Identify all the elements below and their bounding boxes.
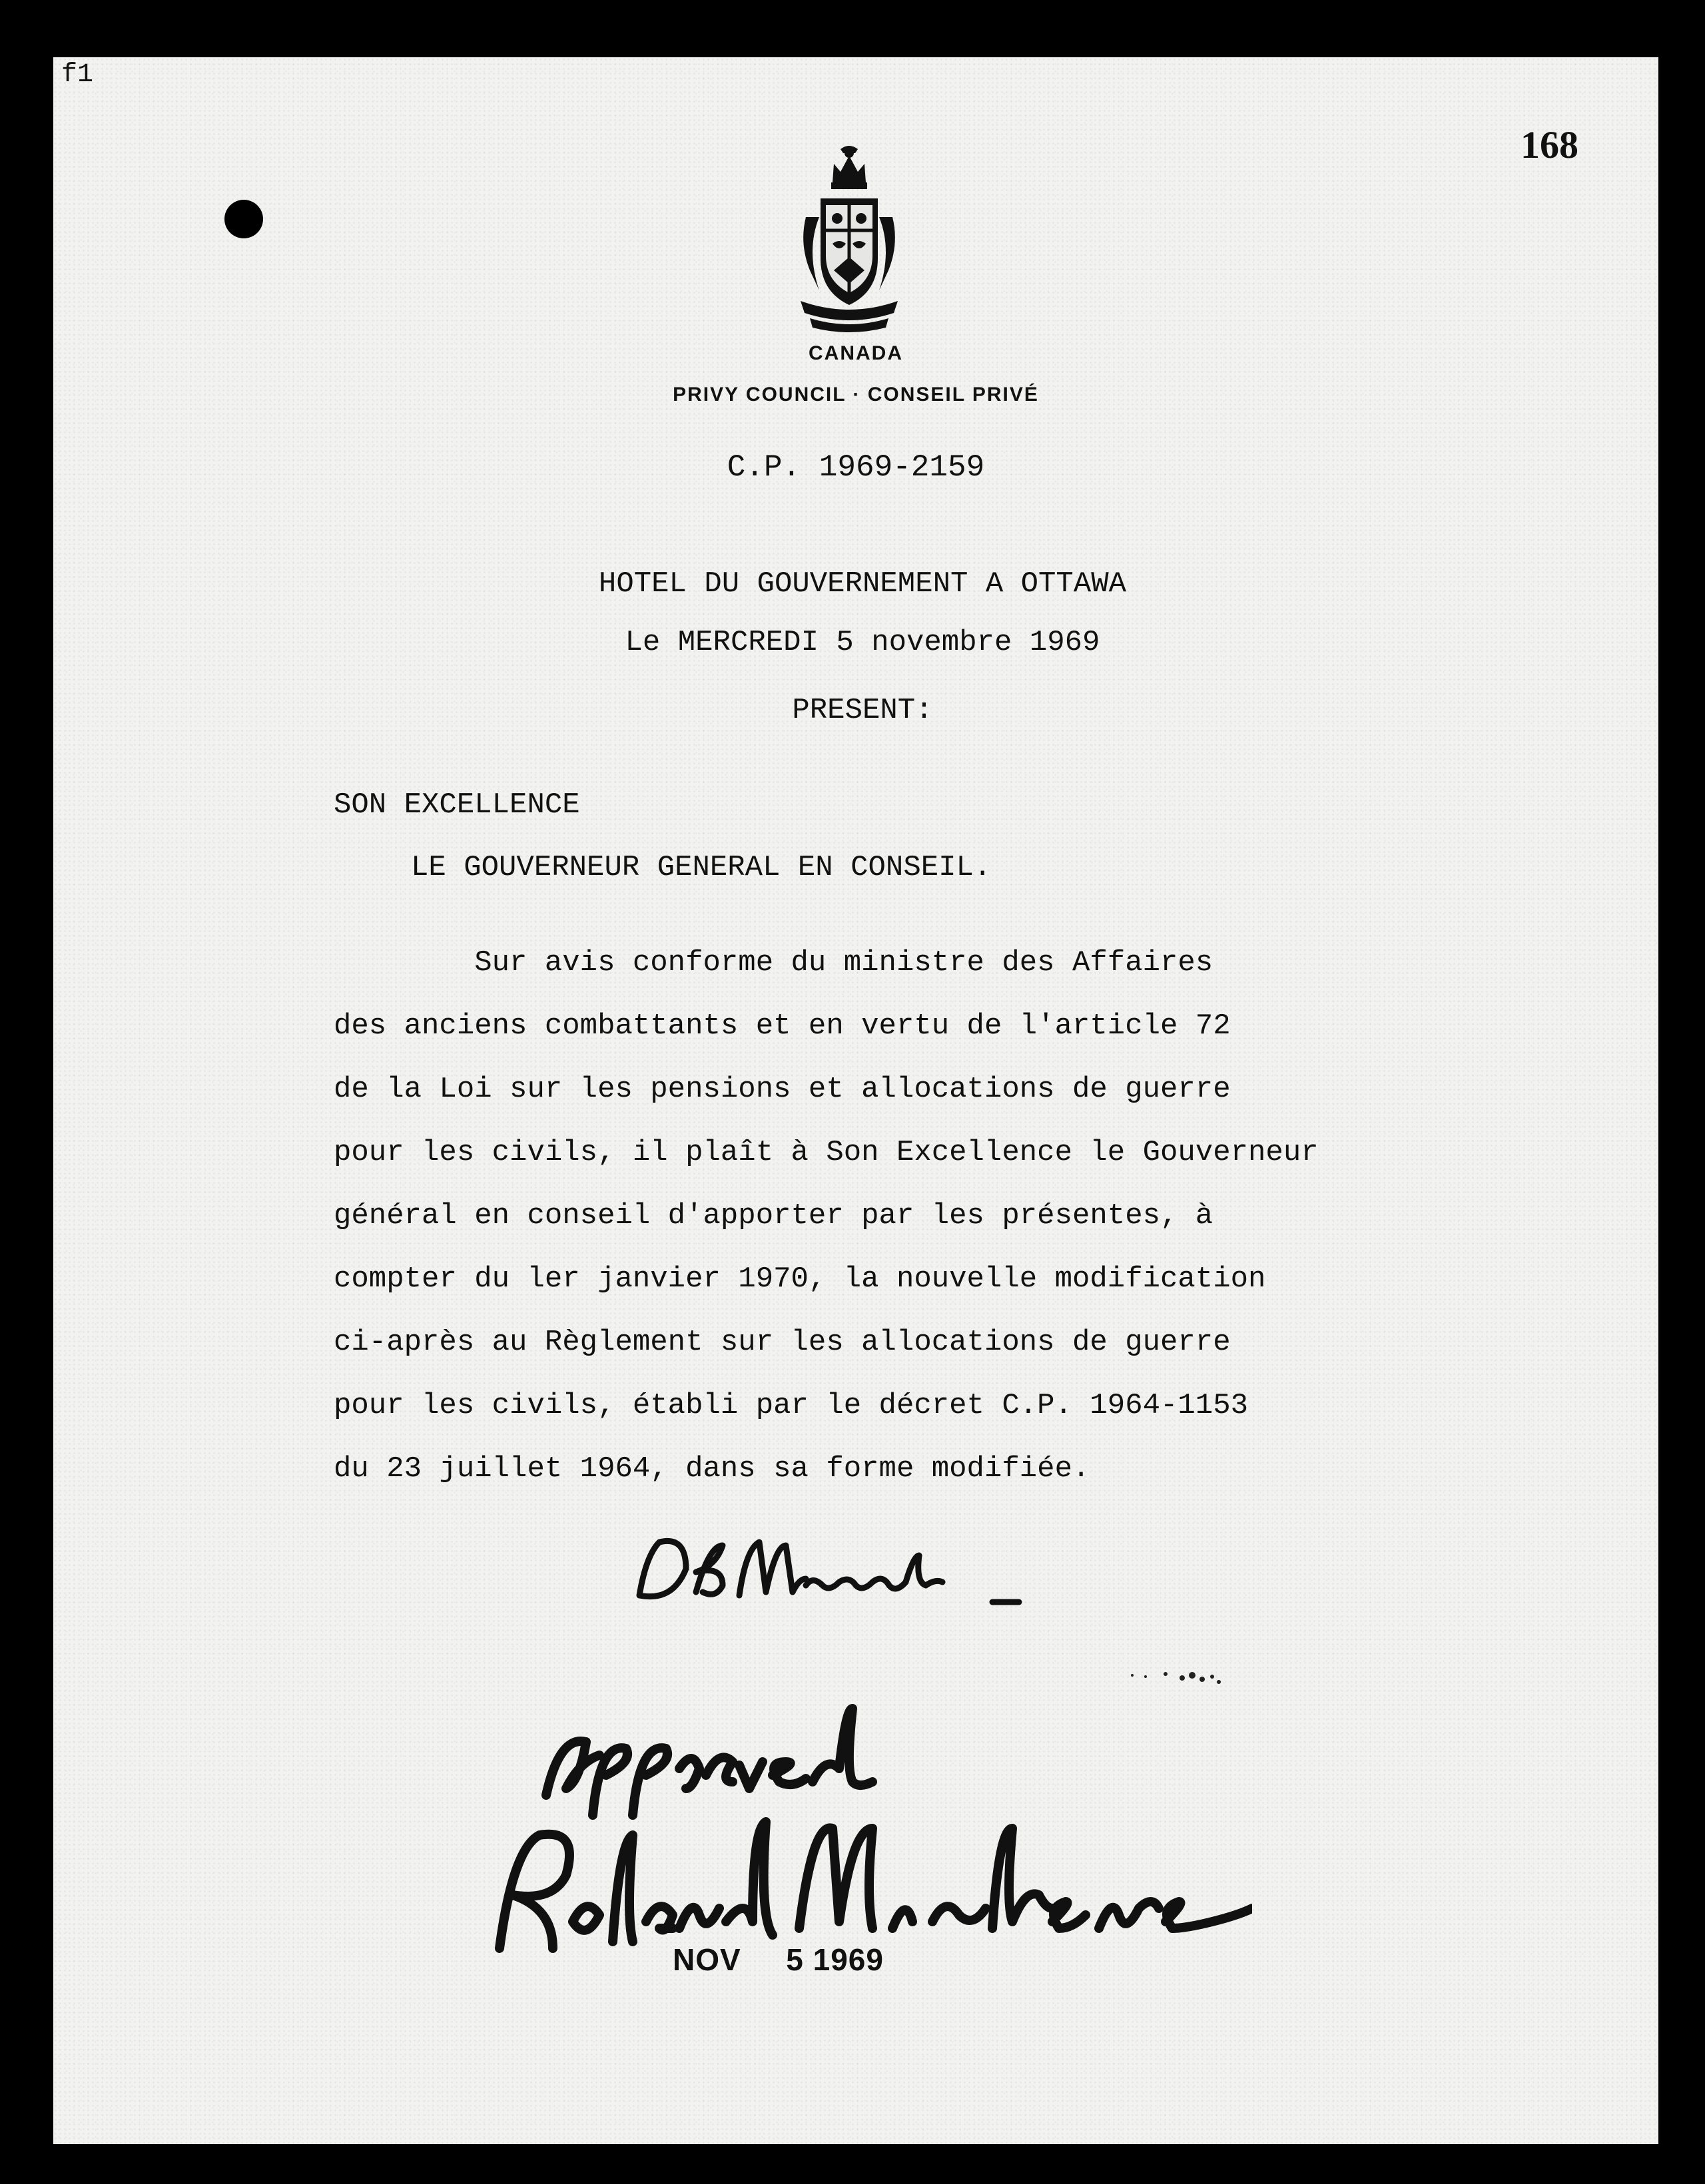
minister-signature [619, 1529, 1152, 1615]
place-line: HOTEL DU GOUVERNEMENT A OTTAWA [598, 567, 1127, 601]
order-number: C.P. 1969-2159 [727, 450, 985, 485]
body-line: pour les civils, établi par le décret C.P. 1964-1153 [334, 1389, 1249, 1422]
frame-code: f1 [61, 60, 94, 90]
body-line: ci-après au Règlement sur les allocations de guerre [334, 1326, 1231, 1359]
punch-hole [224, 200, 263, 238]
order-body [334, 943, 1466, 1512]
present-heading: PRESENT: [792, 694, 933, 727]
stamp-month: NOV [673, 1942, 741, 1977]
body-line: de la Loi sur les pensions et allocations de guerre [334, 1073, 1231, 1106]
country-heading: CANADA [809, 342, 903, 364]
body-line: Sur avis conforme du ministre des Affaires [334, 946, 1213, 979]
body-line: compter du ler janvier 1970, la nouvelle modification [334, 1262, 1266, 1296]
ink-specks [1119, 1662, 1252, 1695]
date-line: Le MERCREDI 5 novembre 1969 [625, 626, 1100, 659]
address-line-2: LE GOUVERNEUR GENERAL EN CONSEIL. [411, 851, 992, 884]
body-line: pour les civils, il plaît à Son Excellence le Gouverneur [334, 1136, 1319, 1169]
page-number: 168 [1521, 123, 1578, 166]
address-line-1: SON EXCELLENCE [334, 788, 580, 822]
date-stamp [673, 1942, 884, 1978]
document-page [53, 57, 1658, 2144]
body-line: du 23 juillet 1964, dans sa forme modifiée. [334, 1452, 1090, 1486]
governor-signature [466, 1815, 1252, 1962]
body-line: général en conseil d'apporter par les présentes, à [334, 1199, 1213, 1232]
body-line: des anciens combattants et en vertu de l'article 72 [334, 1009, 1231, 1043]
council-heading: PRIVY COUNCIL · CONSEIL PRIVÉ [673, 384, 1039, 406]
approved-signature [519, 1702, 892, 1822]
stamp-day-year: 5 1969 [786, 1942, 884, 1977]
coat-of-arms-icon [793, 144, 906, 337]
